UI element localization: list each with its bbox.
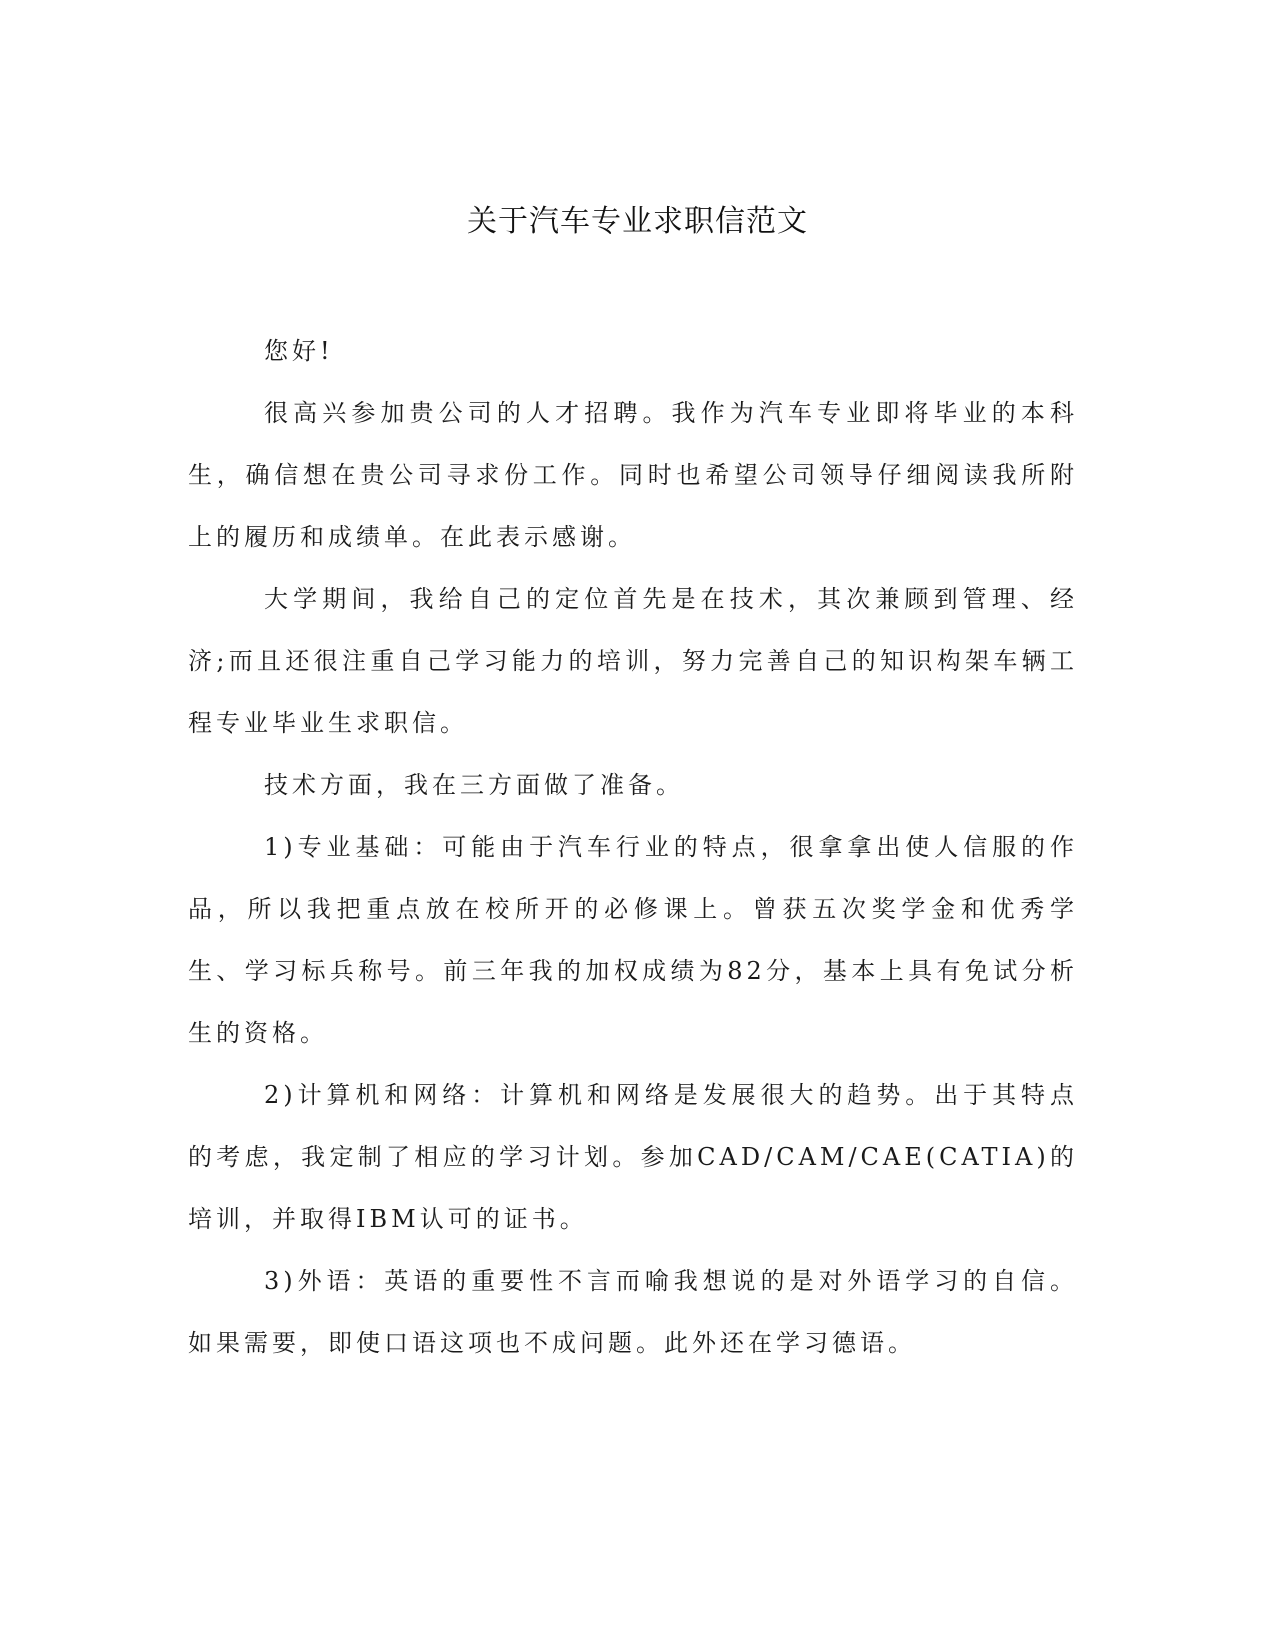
paragraph-technical: 技术方面，我在三方面做了准备。: [264, 771, 684, 799]
paragraph-professional-basics: 1)专业基础：可能由于汽车行业的特点，很拿拿出使人信服的作品，所以我把重点放在校所开的必修课上。曾获五次奖学金和优秀学生、学习标兵称号。前三年我的加权成绩为82分，基本上具有免试分析生的资格。: [188, 833, 1078, 1047]
paragraph-foreign-language: 3)外语：英语的重要性不言而喻我想说的是对外语学习的自信。如果需要，即使口语这项也不成问题。此外还在学习德语。: [188, 1267, 1078, 1357]
document-title: 关于汽车专业求职信范文: [467, 204, 808, 239]
greeting: 您好!: [264, 337, 334, 365]
paragraph-university: 大学期间，我给自己的定位首先是在技术，其次兼顾到管理、经济;而且还很注重自己学习能力的培训，努力完善自己的知识构架车辆工程专业毕业生求职信。: [188, 585, 1078, 737]
paragraph-intro: 很高兴参加贵公司的人才招聘。我作为汽车专业即将毕业的本科生，确信想在贵公司寻求份工作。同时也希望公司领导仔细阅读我所附上的履历和成绩单。在此表示感谢。: [188, 399, 1078, 551]
document-body: [188, 320, 1078, 1374]
paragraph-computer-network: 2)计算机和网络：计算机和网络是发展很大的趋势。出于其特点的考虑，我定制了相应的学习计划。参加CAD/CAM/CAE(CATIA)的培训，并取得IBM认可的证书。: [188, 1081, 1078, 1233]
